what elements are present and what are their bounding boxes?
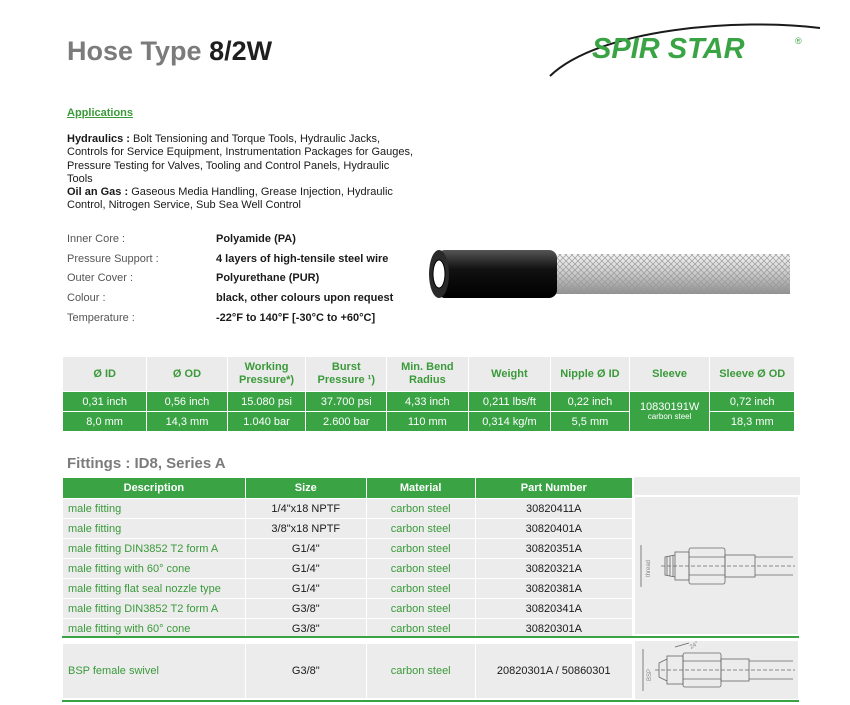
- fitting-description: male fitting DIN3852 T2 form A: [63, 599, 246, 619]
- spec-label-outer-cover: Outer Cover :: [67, 272, 134, 284]
- spec-label-inner-core: Inner Core :: [67, 233, 126, 245]
- table-header-row: [63, 357, 794, 391]
- table-cell: 8,0 mm: [63, 412, 146, 431]
- fittings-header-row: [63, 478, 633, 499]
- table-cell: 0,31 inch: [63, 392, 146, 411]
- col-header-description: Description: [63, 478, 246, 499]
- fitting-description: male fitting with 60° cone: [63, 619, 246, 639]
- fitting-material: carbon steel: [366, 599, 475, 619]
- oil-gas-label: Oil an Gas :: [67, 186, 129, 199]
- spec-value-pressure-support: 4 layers of high-tensile steel wire: [216, 253, 389, 265]
- hydraulics-text: Bolt Tensioning and Torque Tools, Hydraulic Jacks, Controls for Service Equipment, Instrumentation Packages for Gauges, Pressure Testing for Valves, Tooling and Control Panels, Hydraulic Tools: [67, 133, 414, 185]
- fitting-size: G1/4": [245, 559, 366, 579]
- fitting-material: carbon steel: [366, 519, 475, 539]
- oil-gas-text: Gaseous Media Handling, Grease Injection, Hydraulic Control, Nitrogen Service, Sub Sea Well Control: [67, 186, 393, 212]
- fitting-part-number: 20820301A / 50860301: [475, 644, 632, 699]
- table-cell: 15.080 psi: [228, 392, 306, 411]
- fitting-size: G1/4": [245, 539, 366, 559]
- fitting-description: male fitting with 60° cone: [63, 559, 246, 579]
- fitting-description: BSP female swivel: [63, 644, 246, 699]
- col-header-sleeve-od: Sleeve Ø OD: [710, 357, 794, 391]
- table-cell: 5,5 mm: [551, 412, 629, 431]
- col-header-od: Ø OD: [147, 357, 226, 391]
- table-cell: 0,72 inch: [710, 392, 794, 411]
- col-header-bend-radius: Min. Bend Radius: [387, 357, 468, 391]
- sleeve-material: carbon steel: [647, 411, 692, 421]
- sleeve-part-number: 10830191W: [639, 400, 700, 413]
- drawing-header: [633, 477, 800, 495]
- fitting-material: carbon steel: [366, 539, 475, 559]
- title-prefix: Hose Type: [67, 36, 202, 66]
- spec-value-inner-core: Polyamide (PA): [216, 233, 296, 245]
- fitting-part-number: 30820411A: [475, 499, 632, 519]
- col-header-working-pressure: Working Pressure*): [228, 357, 306, 391]
- table-row: [63, 559, 633, 579]
- spec-label-colour: Colour :: [67, 292, 106, 304]
- table-row: [63, 539, 633, 559]
- fitting-material: carbon steel: [366, 619, 475, 639]
- bsp-label: BSP: [647, 668, 653, 681]
- col-header-part-number: Part Number: [475, 478, 632, 499]
- spec-value-colour: black, other colours upon request: [216, 292, 394, 304]
- table-row-bsp: [63, 644, 633, 699]
- table-cell: 0,314 kg/m: [469, 412, 551, 431]
- spec-label-temperature: Temperature :: [67, 312, 135, 324]
- fitting-size: 1/4"x18 NPTF: [245, 499, 366, 519]
- table-cell: 0,22 inch: [551, 392, 629, 411]
- divider-line: [62, 700, 799, 702]
- hydraulics-label: Hydraulics :: [67, 133, 130, 145]
- table-row: [63, 519, 633, 539]
- fitting-part-number: 30820321A: [475, 559, 632, 579]
- table-row: [63, 579, 633, 599]
- hose-image: [425, 240, 800, 310]
- table-cell: 110 mm: [387, 412, 468, 431]
- fitting-part-number: 30820351A: [475, 539, 632, 559]
- applications-text: [67, 133, 417, 213]
- logo-registered-mark: ®: [795, 36, 802, 46]
- table-cell: 1.040 bar: [228, 412, 306, 431]
- col-header-sleeve: Sleeve: [630, 357, 710, 391]
- logo-text: SPIR STAR: [592, 33, 745, 65]
- fitting-description: male fitting: [63, 499, 246, 519]
- thread-label: thread: [646, 559, 652, 577]
- fitting-size: G3/8": [245, 644, 366, 699]
- table-cell: 0,211 lbs/ft: [469, 392, 551, 411]
- table-row: [63, 392, 794, 411]
- sleeve-cell: [630, 392, 710, 431]
- table-row: [63, 599, 633, 619]
- male-fitting-drawing: [635, 497, 798, 634]
- fitting-material: carbon steel: [366, 644, 475, 699]
- table-row: [63, 499, 633, 519]
- hose-data-table: [62, 356, 795, 432]
- fitting-size: G3/8": [245, 619, 366, 639]
- spir-star-logo: [540, 18, 830, 88]
- col-header-weight: Weight: [469, 357, 551, 391]
- fitting-size: G3/8": [245, 599, 366, 619]
- fittings-table: [62, 477, 633, 699]
- table-cell: 2.600 bar: [306, 412, 386, 431]
- fitting-part-number: 30820401A: [475, 519, 632, 539]
- title-model: 8/2W: [209, 36, 273, 66]
- fitting-material: carbon steel: [366, 559, 475, 579]
- table-cell: 37.700 psi: [306, 392, 386, 411]
- spec-value-outer-cover: Polyurethane (PUR): [216, 272, 320, 284]
- fitting-size: G1/4": [245, 579, 366, 599]
- applications-heading: Applications: [67, 107, 134, 119]
- col-header-size: Size: [245, 478, 366, 499]
- fitting-size: 3/8"x18 NPTF: [245, 519, 366, 539]
- fitting-material: carbon steel: [366, 499, 475, 519]
- col-header-id: Ø ID: [63, 357, 146, 391]
- col-header-burst-pressure: Burst Pressure ¹): [306, 357, 386, 391]
- fitting-material: carbon steel: [366, 579, 475, 599]
- col-header-material: Material: [366, 478, 475, 499]
- table-cell: 14,3 mm: [147, 412, 226, 431]
- spec-value-temperature: -22°F to 140°F [-30°C to +60°C]: [216, 312, 376, 324]
- fitting-part-number: 30820341A: [475, 599, 632, 619]
- fitting-description: male fitting flat seal nozzle type: [63, 579, 246, 599]
- fitting-description: male fitting DIN3852 T2 form A: [63, 539, 246, 559]
- spec-label-pressure-support: Pressure Support :: [67, 253, 159, 265]
- fitting-description: male fitting: [63, 519, 246, 539]
- table-cell: 18,3 mm: [710, 412, 794, 431]
- fittings-heading: Fittings : ID8, Series A: [67, 455, 226, 472]
- divider-line: [62, 636, 799, 638]
- bsp-swivel-drawing: [635, 641, 798, 699]
- table-cell: 0,56 inch: [147, 392, 226, 411]
- page-title: [67, 36, 272, 67]
- fitting-part-number: 30820301A: [475, 619, 632, 639]
- col-header-nipple-id: Nipple Ø ID: [551, 357, 629, 391]
- fitting-part-number: 30820381A: [475, 579, 632, 599]
- table-cell: 4,33 inch: [387, 392, 468, 411]
- angle-label: 24°: [689, 641, 700, 651]
